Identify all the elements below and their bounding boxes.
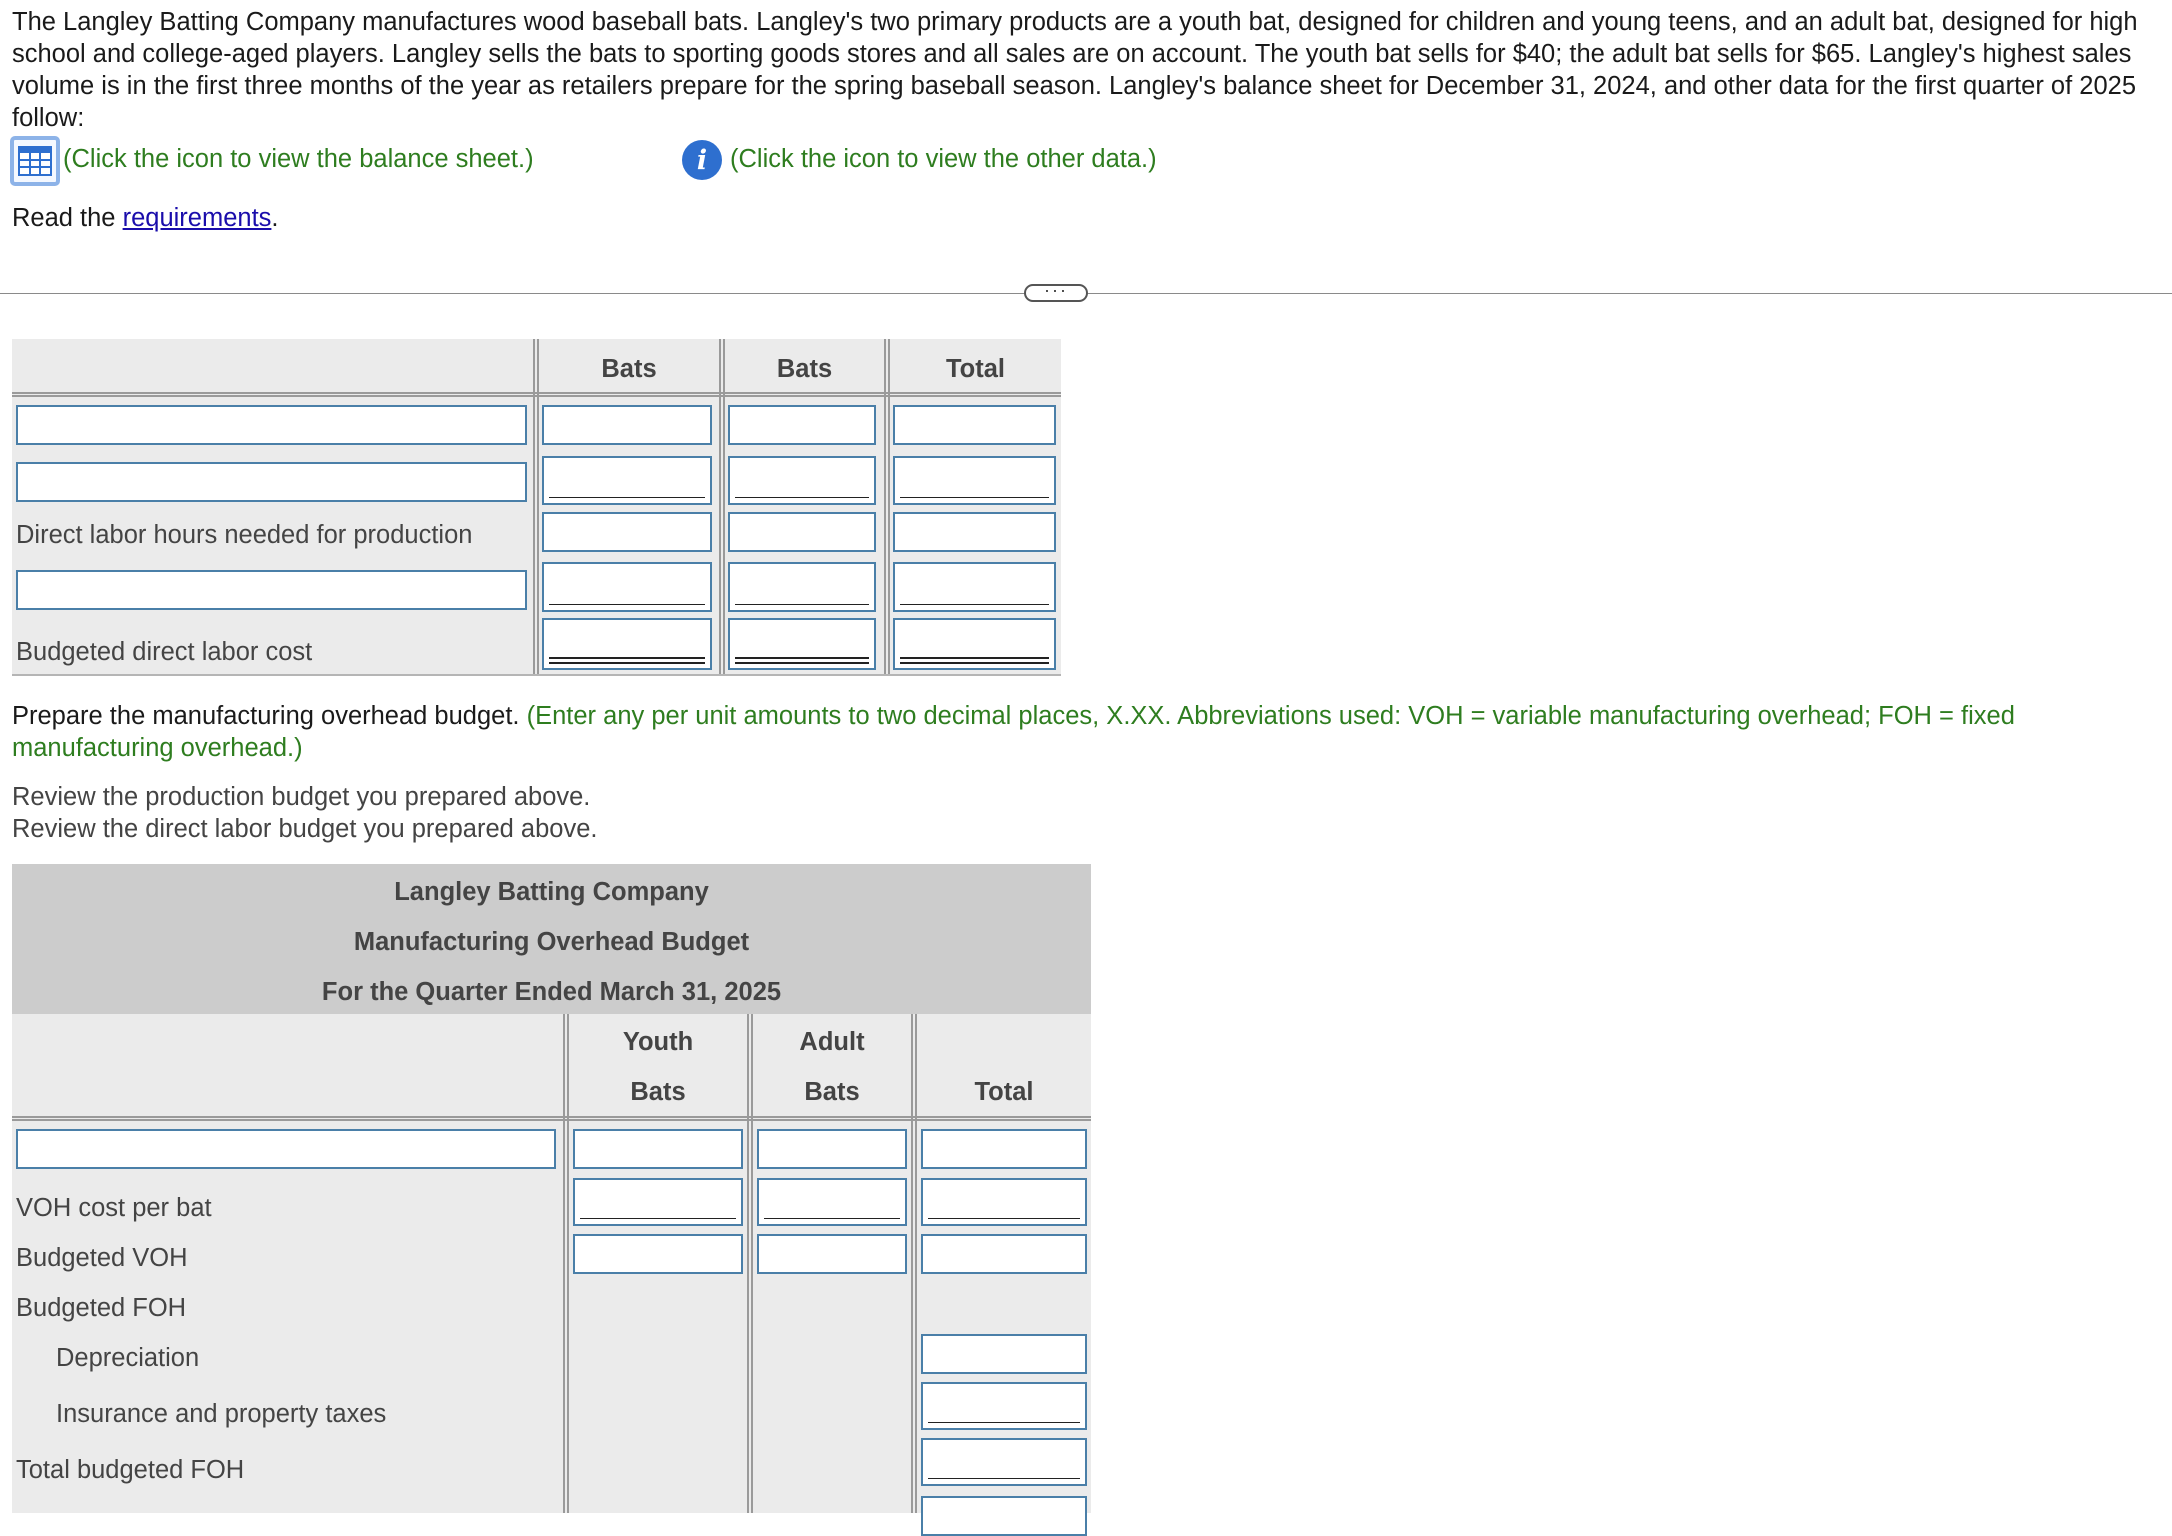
expand-handle[interactable]: ···	[1024, 284, 1088, 302]
direct-labor-budget-table	[12, 339, 1061, 676]
col-header-total: Total	[974, 1078, 1034, 1106]
depreciation-total-input[interactable]	[921, 1334, 1087, 1374]
budgeted-voh-adult-input[interactable]	[757, 1234, 907, 1274]
budgeted-voh-youth-input[interactable]	[573, 1234, 743, 1274]
dl-hours-total-input[interactable]	[893, 512, 1056, 552]
oh-row1-youth-input[interactable]	[573, 1129, 743, 1169]
budgeted-voh-label: Budgeted VOH	[16, 1244, 188, 1272]
voh-per-bat-total-input[interactable]	[921, 1178, 1087, 1226]
oh-row1-adult-input[interactable]	[757, 1129, 907, 1169]
row4-label-input[interactable]	[16, 570, 527, 610]
other-data-link[interactable]: (Click the icon to view the other data.)	[730, 145, 1157, 173]
manufacturing-overhead-budget-table	[12, 1014, 1091, 1513]
col-header-adult: Adult	[799, 1028, 865, 1056]
col-header-total: Total	[945, 355, 1006, 383]
company-name: Langley Batting Company	[394, 878, 709, 906]
insurance-total-input[interactable]	[921, 1382, 1087, 1430]
voh-cost-per-bat-label: VOH cost per bat	[16, 1194, 212, 1222]
row2-adult-input[interactable]	[728, 456, 876, 505]
overhead-instruction	[12, 700, 2162, 764]
budgeted-dl-cost-adult-input[interactable]	[728, 618, 876, 670]
balance-sheet-link[interactable]: (Click the icon to view the balance sheet.)	[63, 145, 534, 173]
dl-hours-label: Direct labor hours needed for production	[16, 521, 473, 549]
depreciation-label: Depreciation	[56, 1344, 200, 1372]
read-prefix: Read the	[12, 204, 123, 232]
reference-links	[10, 136, 1310, 190]
total-budgeted-foh-label: Total budgeted FOH	[16, 1456, 245, 1484]
voh-per-bat-adult-input[interactable]	[757, 1178, 907, 1226]
row4-total-input[interactable]	[893, 562, 1056, 612]
review-labor-text: Review the direct labor budget you prepared above.	[12, 815, 598, 843]
dl-hours-youth-input[interactable]	[542, 512, 712, 552]
oh-row1-total-input[interactable]	[921, 1129, 1087, 1169]
budget-period: For the Quarter Ended March 31, 2025	[321, 978, 782, 1006]
instruction-note: (Enter any per unit amounts to two decimal places, X.XX. Abbreviations used: VOH = variable manufacturing overhead; FOH = fixed manufacturing overhead.)	[12, 702, 2015, 762]
row4-youth-input[interactable]	[542, 562, 712, 612]
dl-hours-adult-input[interactable]	[728, 512, 876, 552]
requirements-link[interactable]: requirements	[122, 204, 272, 232]
balance-sheet-table-icon[interactable]	[10, 136, 60, 186]
budgeted-voh-total-input[interactable]	[921, 1234, 1087, 1274]
insurance-label: Insurance and property taxes	[56, 1400, 387, 1428]
oh-row1-label-input[interactable]	[16, 1129, 556, 1169]
budgeted-dl-cost-label: Budgeted direct labor cost	[16, 638, 313, 666]
row1-label-input[interactable]	[16, 405, 527, 445]
col-header-adult-bats: Bats	[804, 1078, 860, 1106]
problem-intro: The Langley Batting Company manufactures wood baseball bats. Langley's two primary products are a youth bat, designed for children and young teens, and an adult bat, designed for high school and college-aged players. Langley sells the bats to sporting goods stores and all sales are on account. The youth bat sells for $40; the adult bat sells for $65. Langley's highest sales volume is in the first three months of the year as retailers prepare for the spring baseball season. Langley's balance sheet for December 31, 2024, and other data for the first quarter of 2025 follow:	[12, 8, 2138, 132]
instruction-text: Prepare the manufacturing overhead budget.	[12, 702, 520, 730]
overhead-table-title	[12, 864, 1091, 1014]
row2-label-input[interactable]	[16, 462, 527, 502]
col-header-youth: Youth	[622, 1028, 694, 1056]
col-header-bats-2: Bats	[776, 355, 833, 383]
info-icon[interactable]: i	[682, 140, 722, 180]
row1-adult-input[interactable]	[728, 405, 876, 445]
row4-adult-input[interactable]	[728, 562, 876, 612]
row2-youth-input[interactable]	[542, 456, 712, 505]
budgeted-foh-label: Budgeted FOH	[16, 1294, 187, 1322]
total-foh-total-input[interactable]	[921, 1438, 1087, 1486]
oh-row8-total-input[interactable]	[921, 1496, 1087, 1536]
budgeted-dl-cost-youth-input[interactable]	[542, 618, 712, 670]
budgeted-dl-cost-total-input[interactable]	[893, 618, 1056, 670]
voh-per-bat-youth-input[interactable]	[573, 1178, 743, 1226]
row2-total-input[interactable]	[893, 456, 1056, 505]
col-header-youth-bats: Bats	[630, 1078, 686, 1106]
row1-total-input[interactable]	[893, 405, 1056, 445]
col-header-bats-1: Bats	[601, 355, 657, 383]
review-production-text: Review the production budget you prepared above.	[12, 783, 591, 811]
row1-youth-input[interactable]	[542, 405, 712, 445]
budget-title: Manufacturing Overhead Budget	[353, 928, 750, 956]
read-requirements	[12, 204, 279, 233]
read-suffix: .	[271, 204, 279, 232]
